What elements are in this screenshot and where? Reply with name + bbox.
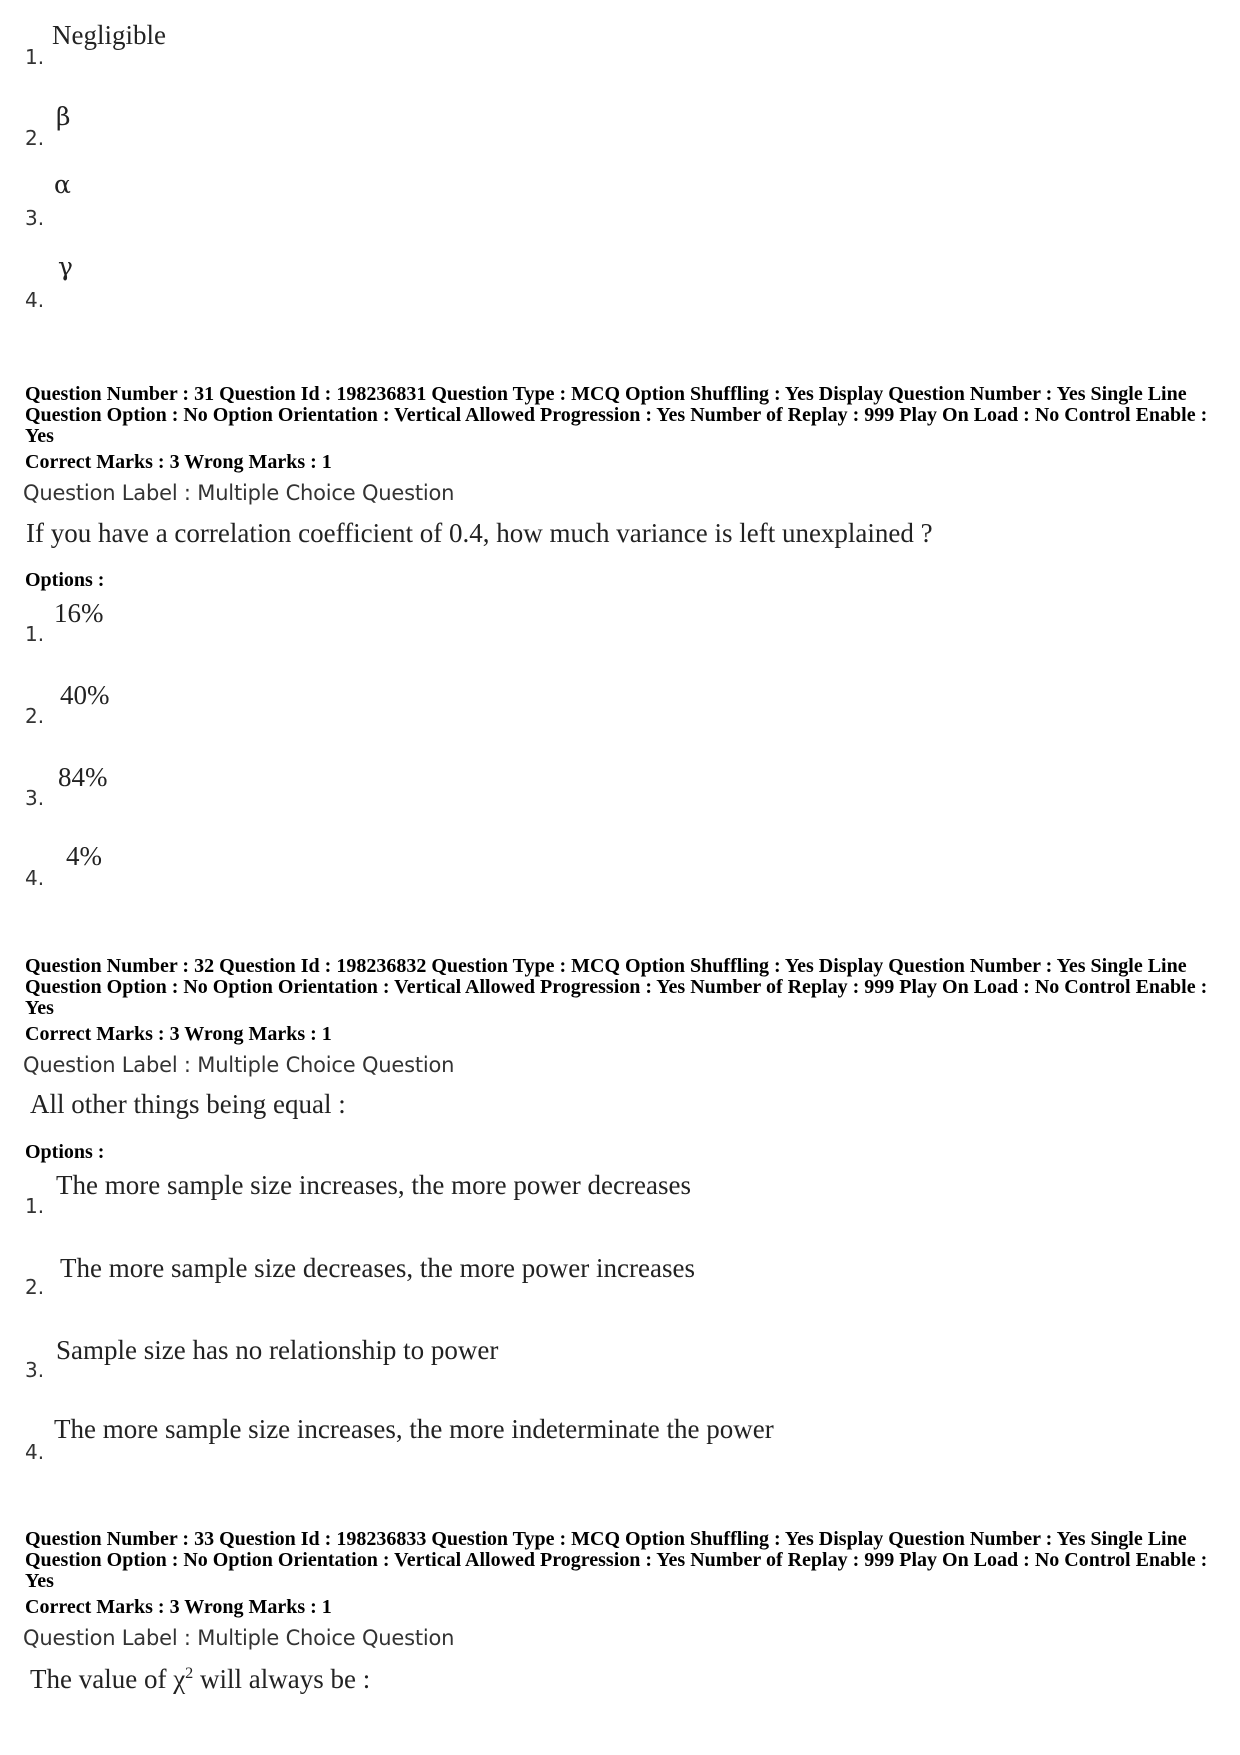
option-number: 2. xyxy=(25,704,45,728)
question-text: All other things being equal : xyxy=(30,1089,346,1119)
question-metadata: Question Number : 33 Question Id : 198236833 Question Type : MCQ Option Shuffling : Yes Display Question Number : Yes Single Line Question Option : No Option Orientation : Vertical Allowed Progression : Yes Number of Replay : 999 Play On Load : No Control Enable : Yes xyxy=(25,1528,1208,1592)
option-text: Negligible xyxy=(52,20,166,50)
question-label: Question Label : Multiple Choice Question xyxy=(23,481,455,505)
option-text: α xyxy=(54,170,71,199)
question-text: If you have a correlation coefficient of 0.4, how much variance is left unexplained ? xyxy=(26,518,933,548)
chi-symbol: χ xyxy=(173,1664,186,1694)
question-text xyxy=(30,1664,370,1695)
option-text: 4% xyxy=(66,841,102,871)
question-text-after: will always be : xyxy=(193,1664,371,1694)
option-text: The more sample size increases, the more indeterminate the power xyxy=(54,1414,774,1444)
option-text: 16% xyxy=(54,598,104,628)
options-heading: Options : xyxy=(25,1141,105,1163)
option-text: γ xyxy=(58,252,73,281)
option-number: 4. xyxy=(25,288,45,312)
option-text: 40% xyxy=(60,680,110,710)
question-label: Question Label : Multiple Choice Question xyxy=(23,1626,455,1650)
question-marks: Correct Marks : 3 Wrong Marks : 1 xyxy=(25,1023,332,1045)
option-number: 1. xyxy=(25,45,45,69)
option-number: 1. xyxy=(25,1194,45,1218)
option-text: The more sample size decreases, the more power increases xyxy=(60,1253,695,1283)
option-number: 2. xyxy=(25,126,45,150)
question-metadata: Question Number : 31 Question Id : 198236831 Question Type : MCQ Option Shuffling : Yes Display Question Number : Yes Single Line Question Option : No Option Orientation : Vertical Allowed Progression : Yes Number of Replay : 999 Play On Load : No Control Enable : Yes xyxy=(25,383,1208,447)
question-marks: Correct Marks : 3 Wrong Marks : 1 xyxy=(25,1596,332,1618)
option-number: 2. xyxy=(25,1275,45,1299)
options-heading: Options : xyxy=(25,569,105,591)
superscript: 2 xyxy=(185,1664,194,1682)
option-number: 3. xyxy=(25,786,45,810)
option-number: 1. xyxy=(25,622,45,646)
option-text: The more sample size increases, the more power decreases xyxy=(56,1170,691,1200)
question-metadata: Question Number : 32 Question Id : 198236832 Question Type : MCQ Option Shuffling : Yes Display Question Number : Yes Single Line Question Option : No Option Orientation : Vertical Allowed Progression : Yes Number of Replay : 999 Play On Load : No Control Enable : Yes xyxy=(25,955,1208,1019)
option-number: 4. xyxy=(25,866,45,890)
question-marks: Correct Marks : 3 Wrong Marks : 1 xyxy=(25,451,332,473)
option-number: 3. xyxy=(25,1358,45,1382)
option-text: β xyxy=(56,102,71,131)
option-text: 84% xyxy=(58,762,108,792)
question-text-before: The value of xyxy=(30,1664,174,1694)
option-text: Sample size has no relationship to power xyxy=(56,1335,499,1365)
option-number: 3. xyxy=(25,206,45,230)
question-label: Question Label : Multiple Choice Question xyxy=(23,1053,455,1077)
option-number: 4. xyxy=(25,1440,45,1464)
